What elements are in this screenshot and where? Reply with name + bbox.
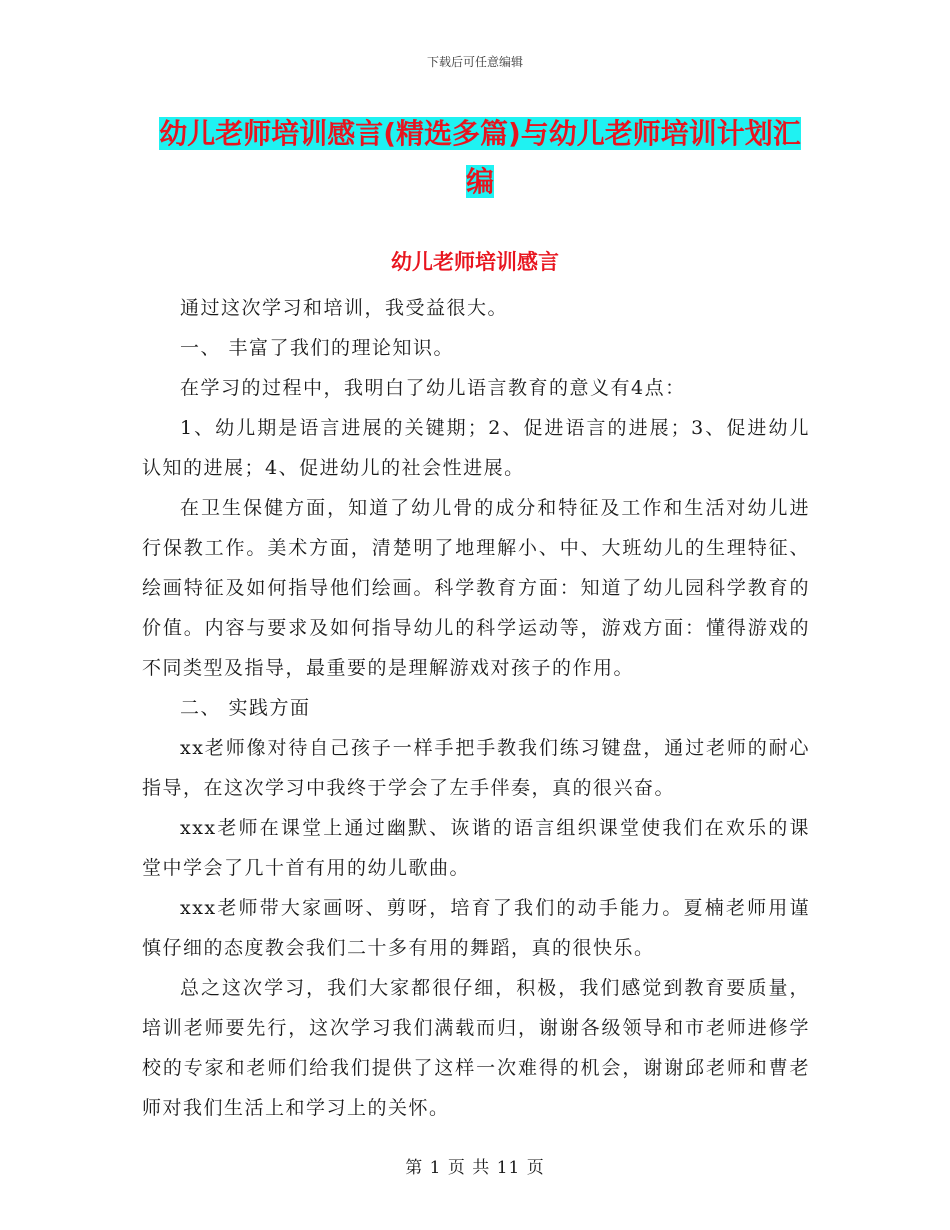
body-text — [142, 288, 810, 1128]
paragraph: 总之这次学习，我们大家都很仔细，积极，我们感觉到教育要质量，培训老师要先行，这次学习我们满载而归，谢谢各级领导和市老师进修学校的专家和老师们给我们提供了这样一次难得的机会，谢谢邱老师和曹老师对我们生活上和学习上的关怀。 — [142, 977, 810, 1119]
paragraph: xxx老师在课堂上通过幽默、诙谐的语言组织课堂使我们在欢乐的课堂中学会了几十首有用的幼儿歌曲。 — [142, 817, 810, 879]
document-title — [150, 110, 810, 206]
paragraph: 在学习的过程中，我明白了幼儿语言教育的意义有4点： — [180, 377, 686, 399]
document-title-text: 幼儿老师培训感言(精选多篇)与幼儿老师培训计划汇编 — [159, 117, 801, 198]
paragraph: 在卫生保健方面，知道了幼儿骨的成分和特征及工作和生活对幼儿进行保教工作。美术方面，清楚明了地理解小、中、大班幼儿的生理特征、绘画特征及如何指导他们绘画。科学教育方面：知道了幼儿园科学教育的价值。内容与要求及如何指导幼儿的科学运动等，游戏方面：懂得游戏的不同类型及指导，最重要的是理解游戏对孩子的作用。 — [142, 497, 810, 679]
section-title: 幼儿老师培训感言 — [391, 250, 559, 274]
paragraph: xx老师像对待自己孩子一样手把手教我们练习键盘，通过老师的耐心指导，在这次学习中我终于学会了左手伴奏，真的很兴奋。 — [142, 737, 810, 799]
paragraph: 一、 丰富了我们的理论知识。 — [180, 337, 455, 359]
paragraph: xxx老师带大家画呀、剪呀，培育了我们的动手能力。夏楠老师用谨慎仔细的态度教会我们二十多有用的舞蹈，真的很快乐。 — [142, 897, 810, 959]
page-number-footer: 第 1 页 共 11 页 — [405, 1158, 545, 1178]
paragraph: 二、 实践方面 — [180, 697, 311, 719]
header-note: 下载后可任意编辑 — [426, 55, 523, 69]
paragraph: 1、幼儿期是语言进展的关键期；2、促进语言的进展；3、促进幼儿认知的进展；4、促进幼儿的社会性进展。 — [142, 417, 810, 479]
paragraph: 通过这次学习和培训，我受益很大。 — [180, 297, 509, 319]
